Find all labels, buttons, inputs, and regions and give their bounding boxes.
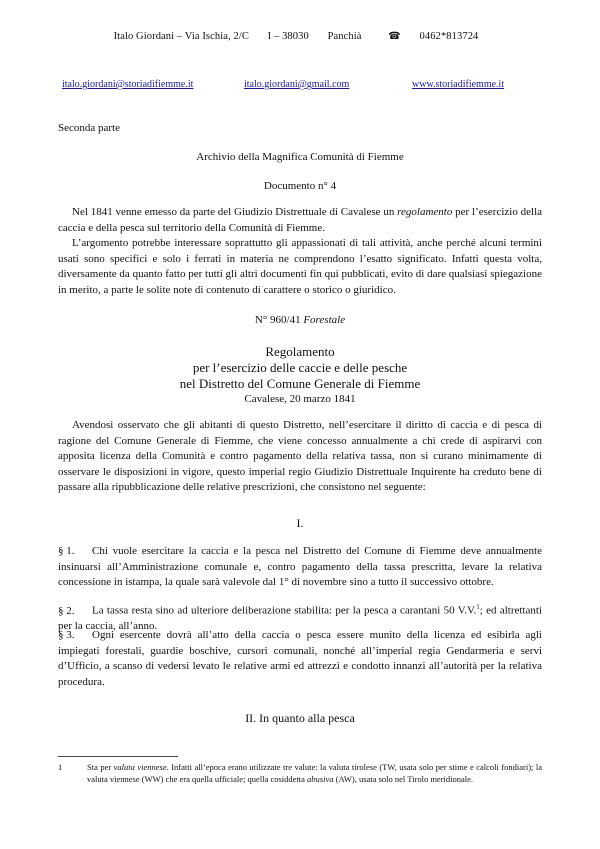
archive-title: Archivio della Magnifica Comunità di Fiemme	[196, 151, 404, 163]
phone-icon: ☎	[388, 31, 401, 42]
letterhead-address	[0, 31, 600, 42]
author-address: Italo Giordani – Via Ischia, 2/C	[113, 31, 249, 42]
regulation-title-line-3: nel Distretto del Comune Generale di Fiemme	[179, 376, 421, 391]
section-heading-I: I.	[296, 516, 304, 530]
regulation-title-line-1: Regolamento	[265, 344, 335, 359]
footnote-ref: 1	[476, 603, 480, 611]
regulation-date: Cavalese, 20 marzo 1841	[244, 393, 356, 405]
reference-number: N° 960/41 Forestale	[254, 314, 346, 326]
phone-group	[380, 31, 486, 42]
article-number: § 3.	[58, 629, 75, 641]
email-link-2[interactable]: italo.giordani@gmail.com	[244, 79, 350, 90]
footnote	[58, 761, 542, 785]
footnote-number: 1	[58, 762, 63, 772]
article-1: § 1. Chi vuole esercitare la caccia e la pesca nel Distretto del Comune di Fiemme deve annualmente insinuarsi all’Amministrazione comunale e, contro pagamento della tassa prescritta, levare la relativa concessione in istampa, la quale sarà valevole dal 1° di novembre sino a tutto il successivo ottobre.	[58, 545, 542, 588]
regulation-title-line-2: per l’esercizio delle caccie e delle pesche	[192, 360, 408, 375]
document-title: Documento n° 4	[263, 180, 337, 192]
phone-number: 0462*813724	[419, 31, 479, 42]
article-2: § 2. La tassa resta sino ad ulteriore deliberazione stabilita: per la pesca a carantani 50 V.V.$^1$; ed altrettanti per la caccia, all’anno.	[58, 603, 542, 633]
section-heading-II: II. In quanto alla pesca	[245, 711, 355, 725]
town: Panchià	[327, 31, 362, 42]
postal-code: I – 38030	[267, 31, 309, 42]
footnote-divider	[58, 756, 178, 757]
article-number: § 1.	[58, 545, 75, 557]
website-link[interactable]: www.storiadifiemme.it	[412, 79, 505, 90]
section-label: Seconda parte	[58, 122, 120, 134]
article-3: § 3. Ogni esercente dovrà all’atto della caccia o pesca essere munito della licenza ed esibirla agli impiegati forestali, guardie boschive, cursori comunali, nonché all’imperial regia Gendarmeria e servi d’Ufficio, a scanso di vedersi levato le relative armi ed attrezzi e condotto innanzi all’autorità per la relativa procedura.	[58, 629, 542, 688]
footnote-text: Sta per valuta viennese. Infatti all’epoca erano utilizzate tre valute: la valuta tirolese (TW, usata solo per stime e calcoli fondiari); la valuta viennese (WW) che era quella ufficiale; quella cosiddetta abusiva (AW), usata solo nel Tirolo meridionale.	[87, 762, 543, 784]
article-number: § 2.	[58, 604, 75, 617]
preamble-paragraph: Avendosi osservato che gli abitanti di questo Distretto, nell’esercitare il diritto di caccia e di pesca di ragione del Comune Generale di Fiemme, che viene concesso annualmente a chi crede di aspirarvi con apposita licenza della Comunità e contro pagamento della relativa tassa, non si curano minimamente di osservare le disposizioni in vigore, questo imperial regio Giudizio Distrettuale Inquirente ha creduto bene di passare alla ripubblicazione delle relative prescrizioni, che consistono nel seguente:	[58, 419, 542, 493]
email-link-1[interactable]: italo.giordani@storiadifiemme.it	[62, 79, 194, 90]
intro-paragraph-1: Nel 1841 venne emesso da parte del Giudizio Distrettuale di Cavalese un regolamento per l’esercizio della caccia e della pesca sul territorio della Comunità di Fiemme.	[58, 206, 543, 234]
intro-paragraph-2: L’argomento potrebbe interessare soprattutto gli appassionati di tali attività, anche perché alcuni termini usati sono specifici e solo i ferrati in materia ne comprendono l’esatto significato. Infatti questa volta, diversamente da quanto fatto per tutti gli altri documenti fin qui pubblicati, evito di dare qualsiasi spiegazione in merito, a parte le solite note di contenuto di carattere o storico o giuridico.	[58, 237, 542, 296]
